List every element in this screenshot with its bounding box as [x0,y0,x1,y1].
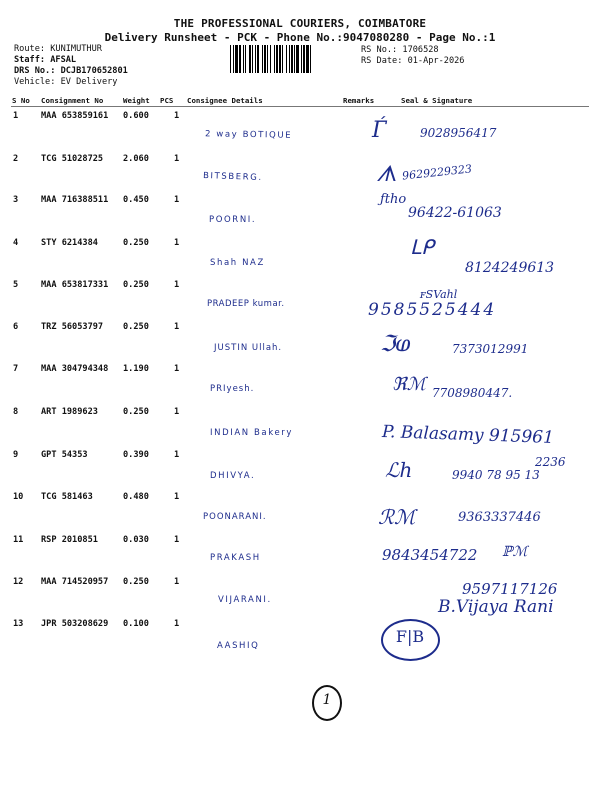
consignment-cell: JPR 503208629 [41,619,109,629]
consignee-cell: INDIAN Bakery [210,428,294,438]
seal-phone: 8124249613 [465,260,555,276]
seal-phone: 9028956417 [420,126,497,140]
consignment-cell: MAA 653817331 [41,280,109,290]
drs-text: DRS No.: DCJB170652801 [14,66,128,76]
sno-cell: 13 [13,619,24,629]
signature-mark: ℜℳ [392,374,426,395]
weight-cell: 0.250 [123,577,149,587]
signature-mark: ℑⱷ [380,332,411,357]
seal-phone: 96422-61063 [408,205,502,221]
seal-phone: 9843454722 [382,546,478,564]
consignee-cell: AASHIQ [217,641,260,651]
consignee-cell: POONARANI. [203,512,267,522]
consignment-cell: TRZ 56053797 [41,322,104,332]
route-text: Route: KUNIMUTHUR [14,44,102,54]
pcs-cell: 1 [174,238,180,248]
sno-cell: 11 [13,535,24,545]
rs-date: RS Date: 01-Apr-2026 [361,56,465,66]
consignee-cell: DHIVYA. [210,471,256,481]
consignment-cell: MAA 714520957 [41,577,109,587]
sno-cell: 4 [13,238,19,248]
consignee-cell: PRIyesh. [210,384,255,394]
col-weight-header: Weight [123,96,150,105]
consignee-cell: VIJARANI. [218,595,272,605]
signature-mark: ℛℳ [378,505,416,529]
sno-cell: 6 [13,322,19,332]
header-left [14,44,128,88]
consignee-cell: BITSBERG. [202,170,263,184]
header-right [361,45,464,67]
sno-cell: 10 [13,492,24,502]
weight-cell: 0.480 [123,492,149,502]
consignment-cell: STY 6214384 [41,238,98,248]
col-consignment-header: Consignment No [41,96,104,105]
pcs-cell: 1 [174,450,180,460]
consignee-cell: PRAKASH [210,553,261,563]
sno-cell: 8 [13,407,19,417]
col-seal-header: Seal & Signature [401,96,473,105]
consignee-cell: POORNI. [209,215,257,225]
consignment-cell: RSP 2010851 [41,535,98,545]
pcs-cell: 1 [174,280,180,290]
seal-phone: 9597117126 [462,580,558,598]
seal-phone: 7373012991 [452,342,529,356]
sno-cell: 7 [13,364,19,374]
seal-phone: 7708980447. [432,386,513,400]
seal-phone: P. Balasamy 915961 [381,422,555,448]
col-sno-header: S No [12,96,30,105]
seal-phone: 9585525444 [368,300,497,320]
seal-phone: 9940 78 95 13 [452,468,540,482]
sno-cell: 5 [13,280,19,290]
signature-mark: ℙℳ [502,544,528,560]
sno-cell: 12 [13,577,24,587]
consignment-cell: MAA 304794348 [41,364,109,374]
seal-phone: 9629229323 [401,162,473,183]
signature-mark: ᒪᑭ [410,235,434,259]
weight-cell: 0.390 [123,450,149,460]
pcs-cell: 1 [174,154,180,164]
sno-cell: 9 [13,450,19,460]
weight-cell: 2.060 [123,154,149,164]
consignment-cell: MAA 716388511 [41,195,109,205]
page-circle-number: 1 [322,692,332,708]
col-remarks-header: Remarks [343,96,375,105]
company-title: THE PROFESSIONAL COURIERS, COIMBATORE [173,17,427,30]
weight-cell: 0.450 [123,195,149,205]
pcs-cell: 1 [174,492,180,502]
weight-cell: 1.190 [123,364,149,374]
signature-mark: Ѓ [372,118,387,143]
consignee-cell: JUSTIN Ullah. [214,343,283,353]
pcs-cell: 1 [174,407,180,417]
pcs-cell: 1 [174,619,180,629]
signature-mark: ƒtho [380,192,407,207]
consignment-cell: TCG 581463 [41,492,93,502]
pcs-cell: 1 [174,364,180,374]
weight-cell: 0.100 [123,619,149,629]
seal-phone: F|B [395,627,425,646]
vehicle-text: Vehicle: EV Delivery [14,77,118,87]
consignment-cell: TCG 51028725 [41,154,104,164]
staff-text: Staff: AFSAL [14,55,77,65]
weight-cell: 0.250 [123,280,149,290]
signature-text: B.Vijaya Rani [438,597,554,617]
pcs-cell: 1 [174,195,180,205]
signature-mark: ℒℎ [385,458,413,482]
consignment-cell: GPT 54353 [41,450,88,460]
barcode-image [230,45,357,73]
weight-cell: 0.250 [123,322,149,332]
pcs-cell: 1 [174,322,180,332]
pcs-cell: 1 [174,111,180,121]
signature-mark: ꜰSVahl [420,288,458,301]
consignee-cell: 2 way BOTIQUE [204,129,293,141]
pcs-cell: 1 [174,535,180,545]
header-rule [11,106,589,107]
rs-number: RS No.: 1706528 [361,45,439,55]
consignment-cell: ART 1989623 [41,407,98,417]
sno-cell: 3 [13,195,19,205]
consignment-cell: MAA 653859161 [41,111,109,121]
consignee-cell: PRADEEP kumar. [207,299,285,309]
weight-cell: 0.250 [123,238,149,248]
col-pcs-header: PCS [160,96,174,105]
sno-cell: 2 [13,154,19,164]
consignee-cell: Shah NAZ [210,258,265,268]
sno-cell: 1 [13,111,19,121]
weight-cell: 0.600 [123,111,149,121]
weight-cell: 0.250 [123,407,149,417]
signature-mark: ᗑ [376,162,397,187]
weight-cell: 0.030 [123,535,149,545]
runsheet-subtitle: Delivery Runsheet - PCK - Phone No.:9047080280 - Page No.:1 [104,31,496,44]
col-consignee-header: Consignee Details [187,96,263,105]
seal-phone: 9363337446 [458,510,541,525]
pcs-cell: 1 [174,577,180,587]
delivery-note: 2236 [535,455,566,469]
